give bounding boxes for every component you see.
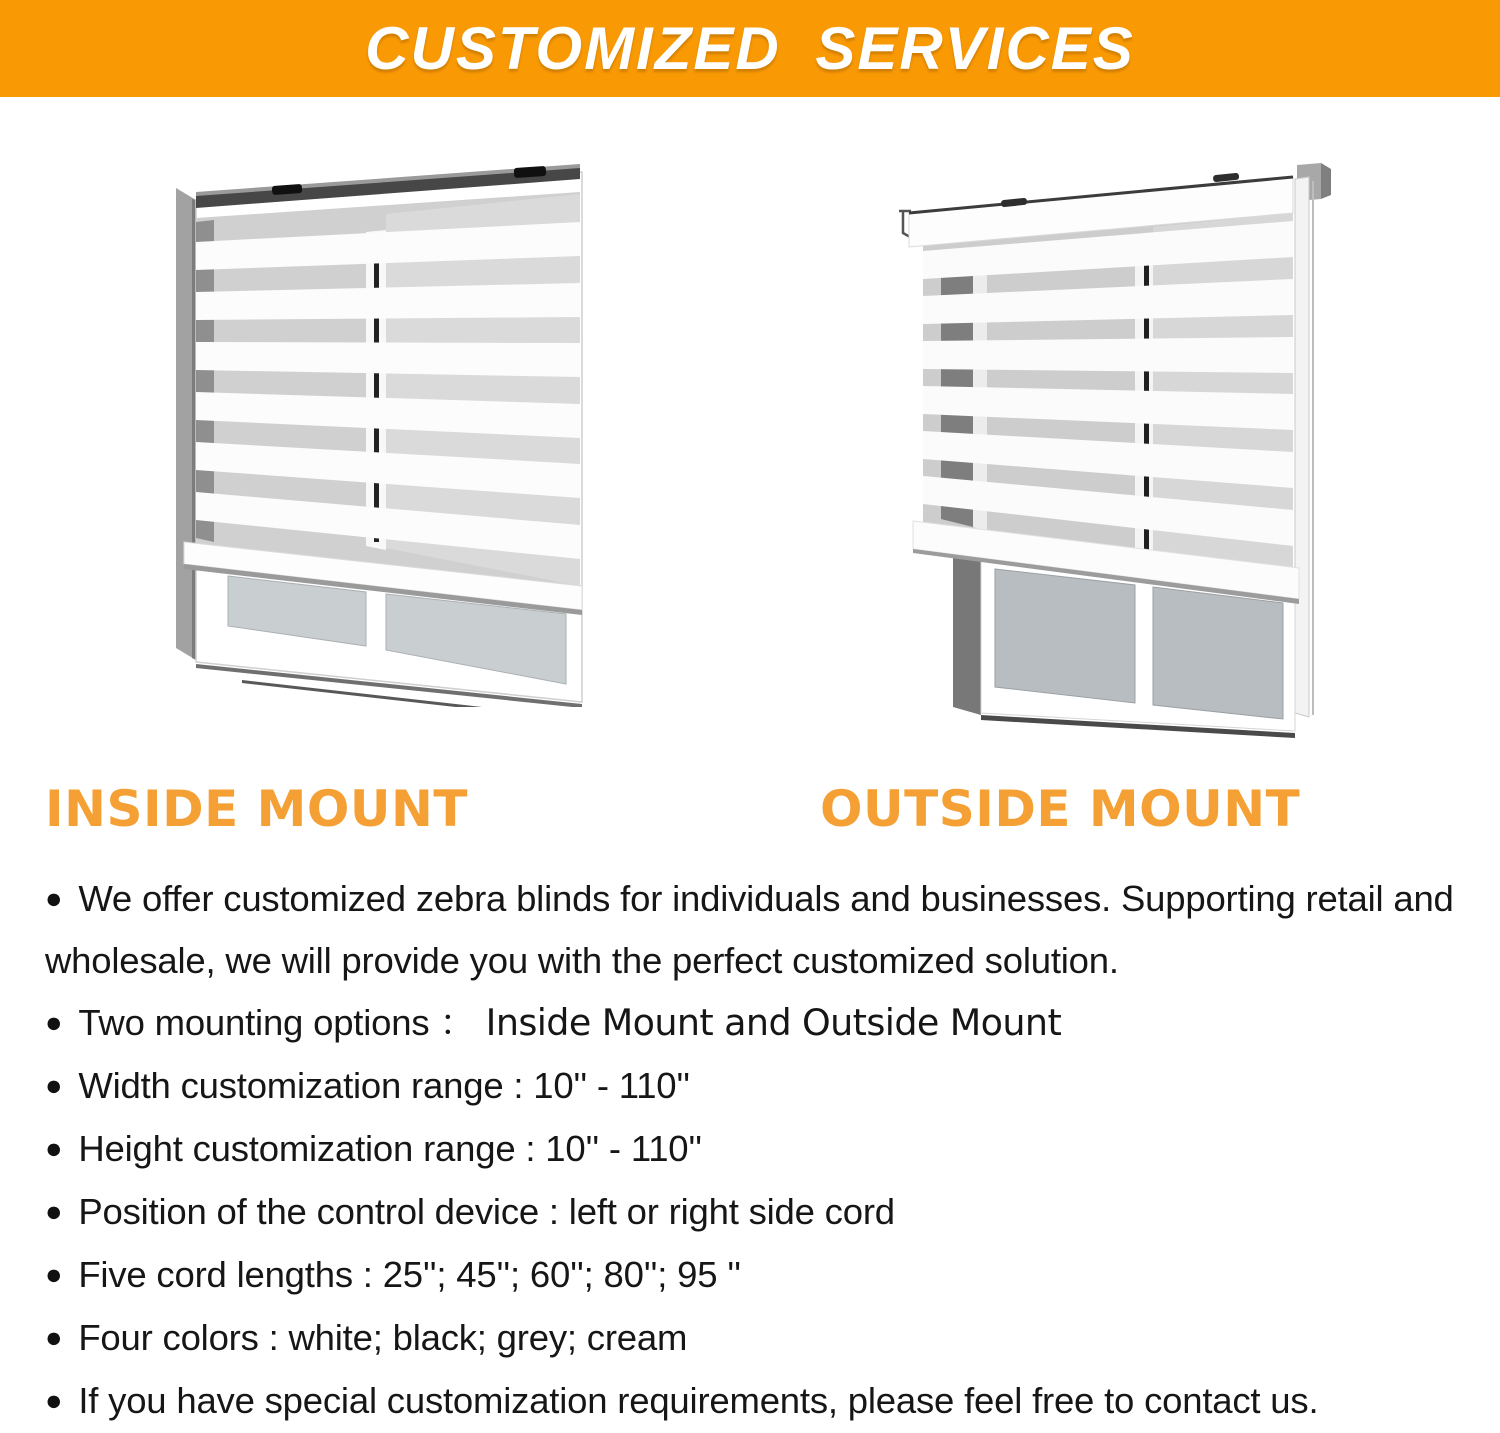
bullet-dot-icon: ● <box>45 1133 63 1165</box>
bullet-accent-text: Inside Mount and Outside Mount <box>485 1001 1062 1044</box>
bullet-text: Position of the control device : left or right side cord <box>78 1191 895 1232</box>
bullet-item <box>45 868 1497 991</box>
inside-mount-figure <box>172 162 592 707</box>
bullet-text: Width customization range : 10'' - 110'' <box>78 1065 690 1106</box>
bullet-text: We offer customized zebra blinds for individuals and businesses. Supporting retail and wholesale, we will provide you with the perfect customized solution. <box>45 878 1454 981</box>
bullet-text: If you have special customization requirements, please feel free to contact us. <box>78 1380 1319 1421</box>
bullet-item <box>45 1244 1497 1306</box>
bullet-item <box>45 1055 1497 1117</box>
bullet-list <box>45 868 1497 1433</box>
outside-mount-figure <box>895 155 1335 750</box>
bullet-item <box>45 1370 1497 1432</box>
bullet-dot-icon: ● <box>45 883 63 915</box>
inside-mount-window-illustration <box>172 162 592 707</box>
bullet-text: Five cord lengths : 25''; 45''; 60''; 80''; 95 '' <box>78 1254 741 1295</box>
outside-mount-window-illustration <box>895 155 1335 750</box>
bullet-item <box>45 1118 1497 1180</box>
bullet-text: Height customization range : 10'' - 110'' <box>78 1128 702 1169</box>
bullet-dot-icon: ● <box>45 1259 63 1291</box>
banner-title: CUSTOMIZED SERVICES <box>365 15 1135 82</box>
banner <box>0 0 1500 97</box>
side-rail <box>1295 177 1313 717</box>
bullet-text: Two mounting options ： <box>78 1002 476 1043</box>
window-jamb <box>176 188 196 660</box>
bullet-item <box>45 992 1497 1054</box>
bullet-dot-icon: ● <box>45 1385 63 1417</box>
bullet-item <box>45 1181 1497 1243</box>
bullet-item <box>45 1307 1497 1369</box>
bullet-text: Four colors : white; black; grey; cream <box>78 1317 688 1358</box>
bullet-dot-icon: ● <box>45 1322 63 1354</box>
bullet-dot-icon: ● <box>45 1070 63 1102</box>
outside-mount-label: OUTSIDE MOUNT <box>820 780 1301 838</box>
bullet-dot-icon: ● <box>45 1007 63 1039</box>
inside-mount-label: INSIDE MOUNT <box>45 780 468 838</box>
bullet-dot-icon: ● <box>45 1196 63 1228</box>
